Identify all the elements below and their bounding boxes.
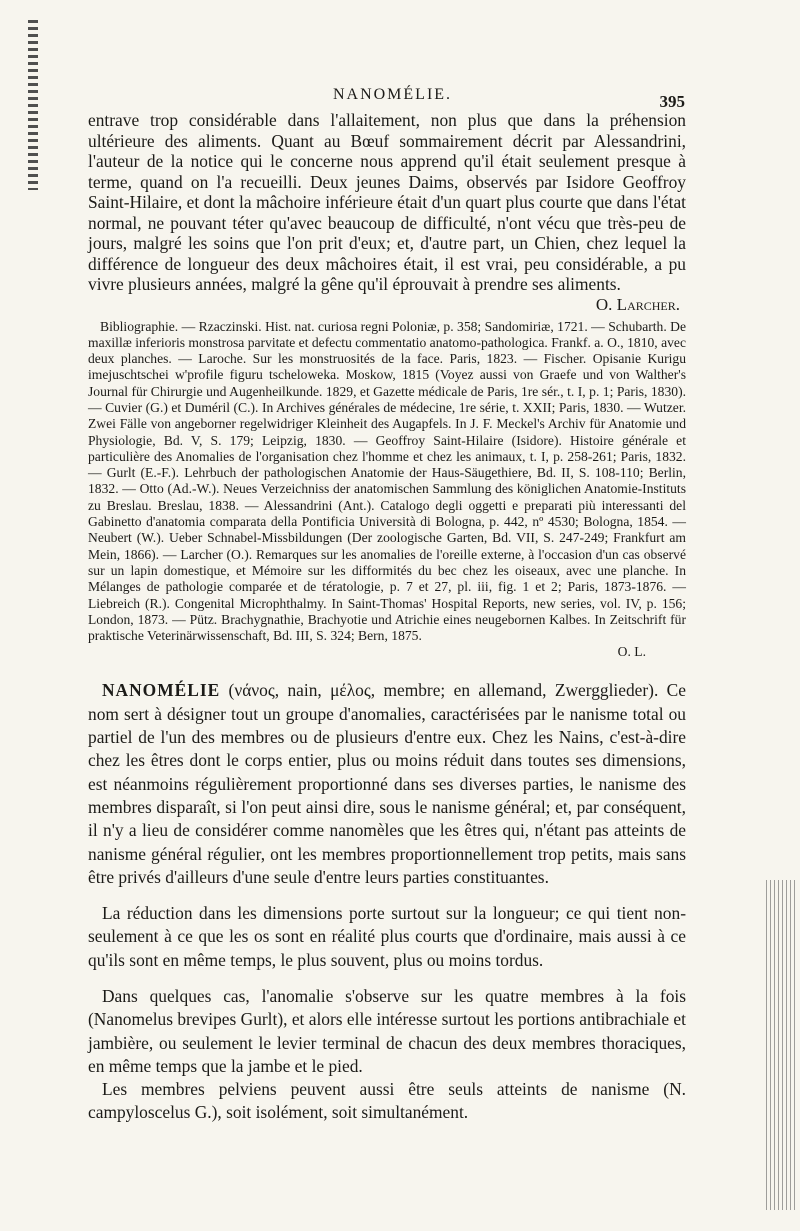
scan-edge-marks-right	[766, 880, 796, 1210]
page-number: 395	[659, 92, 685, 111]
text-column	[88, 110, 686, 1125]
entry-paragraph-3: Dans quelques cas, l'anomalie s'observe sur les quatre membres à la fois (Nanomelus brevipes Gurlt), et alors elle intéresse surtout les portions antibrachiale et jambière, ou seulement le levier terminal de chacun des deux membres thoraciques, en même temps que la jambe et le pied.	[88, 986, 686, 1076]
bibliography: Bibliographie. — Rzaczinski. Hist. nat. curiosa regni Poloniæ, p. 358; Sandomiriæ, 1721. — Schubarth. De maxillæ inferioris monstrosa parvitate et defectu commentatio anatomo-pathologica. Frankf. a. O., 1810, avec deux planches. — Laroche. Sur les monstruosités de la face. Paris, 1823. — Fischer. Opisanie Kurigu imejuschtschei w'profile figuru tscheloweka. Moskow, 1815 (Voyez aussi von Graefe und von Walther's Journal für Chirurgie und Augenheilkunde. 1829, et Gazette médicale de Paris, 1re sér., t. I, p. 1; Paris, 1830). — Cuvier (G.) et Duméril (C.). In Archives générales de médecine, 1re série, t. XXII; Paris, 1830. — Wutzer. Zwei Fälle von angeborner regelwidriger Kleinheit des Augapfels. In J. F. Meckel's Archiv für Anatomie und Physiologie, Bd. V, S. 179; Leipzig, 1830. — Geoffroy Saint-Hilaire (Isidore). Histoire générale et particulière des Anomalies de l'organisation chez l'homme et chez les animaux, t. I, p. 258-261; Paris, 1832. — Gurlt (E.-F.). Lehrbuch der pathologischen Anatomie der Haus-Säugethiere, Bd. II, S. 108-110; Berlin, 1832. — Otto (Ad.-W.). Neues Verzeichniss der anatomischen Sammlung des königlichen Anatomie-Instituts zu Breslau. Breslau, 1838. — Alessandrini (Ant.). Catalogo degli oggetti e preparati più interessanti del Gabinetto d'anatomia comparata della Pontificia Università di Bologna, p. 442, nº 4530; Bologna, 1854. — Neubert (W.). Ueber Schnabel-Missbildungen (Der zoologische Garten, Bd. VII, S. 247-249; Frankfurt am Mein, 1866). — Larcher (O.). Remarques sur les anomalies de l'oreille externe, à l'occasion d'un cas observé sur un lapin domestique, et Mémoire sur les difformités du bec chez les oiseaux, avec une planche. In Mélanges de pathologie comparée et de tératologie, p. 7 et 27, pl. iii, fig. 1 et 2; Paris, 1873-1876. — Liebreich (R.). Congenital Microphthalmy. In Saint-Thomas' Hospital Reports, new series, vol. IV, p. 156; London, 1873. — Pütz. Brachygnathie, Brachyotie und Atrichie eines neugebornen Kalbes. In Zeitschrift für praktische Veterinärwissenschaft, Bd. III, S. 324; Bern, 1875.	[88, 318, 686, 644]
running-title: NANOMÉLIE.	[332, 86, 453, 103]
entry-paragraph-4: Les membres pelviens peuvent aussi être seuls atteints de nanisme (N. campyloscelus G.), soit isolément, soit simultanément.	[88, 1079, 686, 1123]
scan-edge-marks	[28, 20, 38, 190]
entry-paragraph-1	[88, 679, 686, 889]
author-signature: O. Larcher.	[595, 294, 680, 314]
previous-article-paragraph: entrave trop considérable dans l'allaitement, non plus que dans la préhension ultérieure des aliments. Quant au Bœuf sommairement décrit par Alessandrini, l'auteur de la notice qui le concerne nous apprend qu'il était seulement presque à terme, quand on l'a recueilli. Deux jeunes Daims, observés par Isidore Geoffroy Saint-Hilaire, et dont la mâchoire inférieure était d'un quart plus courte que dans l'état normal, ne pouvant téter qu'avec beaucoup de difficulté, n'ont vécu que très-peu de jours, malgré les soins que l'on prit d'eux; et, d'autre part, un Chien, chez lequel la différence de longueur des deux mâchoires était, il est vrai, peu considérable, a pu vivre plusieurs années, malgré la gêne qu'il éprouvait à prendre ses aliments.	[88, 110, 686, 294]
entry-headword: NANOMÉLIE	[102, 680, 221, 701]
entry-definition: (νάνος, nain, μέλος, membre; en allemand, Zwergglieder). Ce nom sert à désigner tout un groupe d'anomalies, caractérisées par le nanisme total ou partiel de l'un des membres ou de plusieurs d'entre eux. Chez les Nains, c'est-à-dire chez les êtres dont le corps entier, plus ou moins réduit dans toutes ses dimensions, est néanmoins régulièrement proportionné dans ses diverses parties, le nanisme des membres disparaît, si l'on peut ainsi dire, sous le nanisme général; et, par conséquent, il n'y a lieu de considérer comme nanomèles que les êtres qui, n'étant pas atteints de nanisme général régulier, ont les membres proportionnellement trop petits, mais sans être privés d'ailleurs d'une seule d'entre leurs parties constituantes.	[88, 680, 686, 887]
entry-paragraph-2: La réduction dans les dimensions porte surtout sur la longueur; ce qui tient non-seulement à ce que les os sont en réalité plus courts que d'ordinaire, mais aussi à ce qu'ils sont en même temps, le plus souvent, plus ou moins tordus.	[88, 903, 686, 970]
page-header	[100, 82, 685, 112]
bibliography-signature: O. L.	[617, 644, 646, 660]
